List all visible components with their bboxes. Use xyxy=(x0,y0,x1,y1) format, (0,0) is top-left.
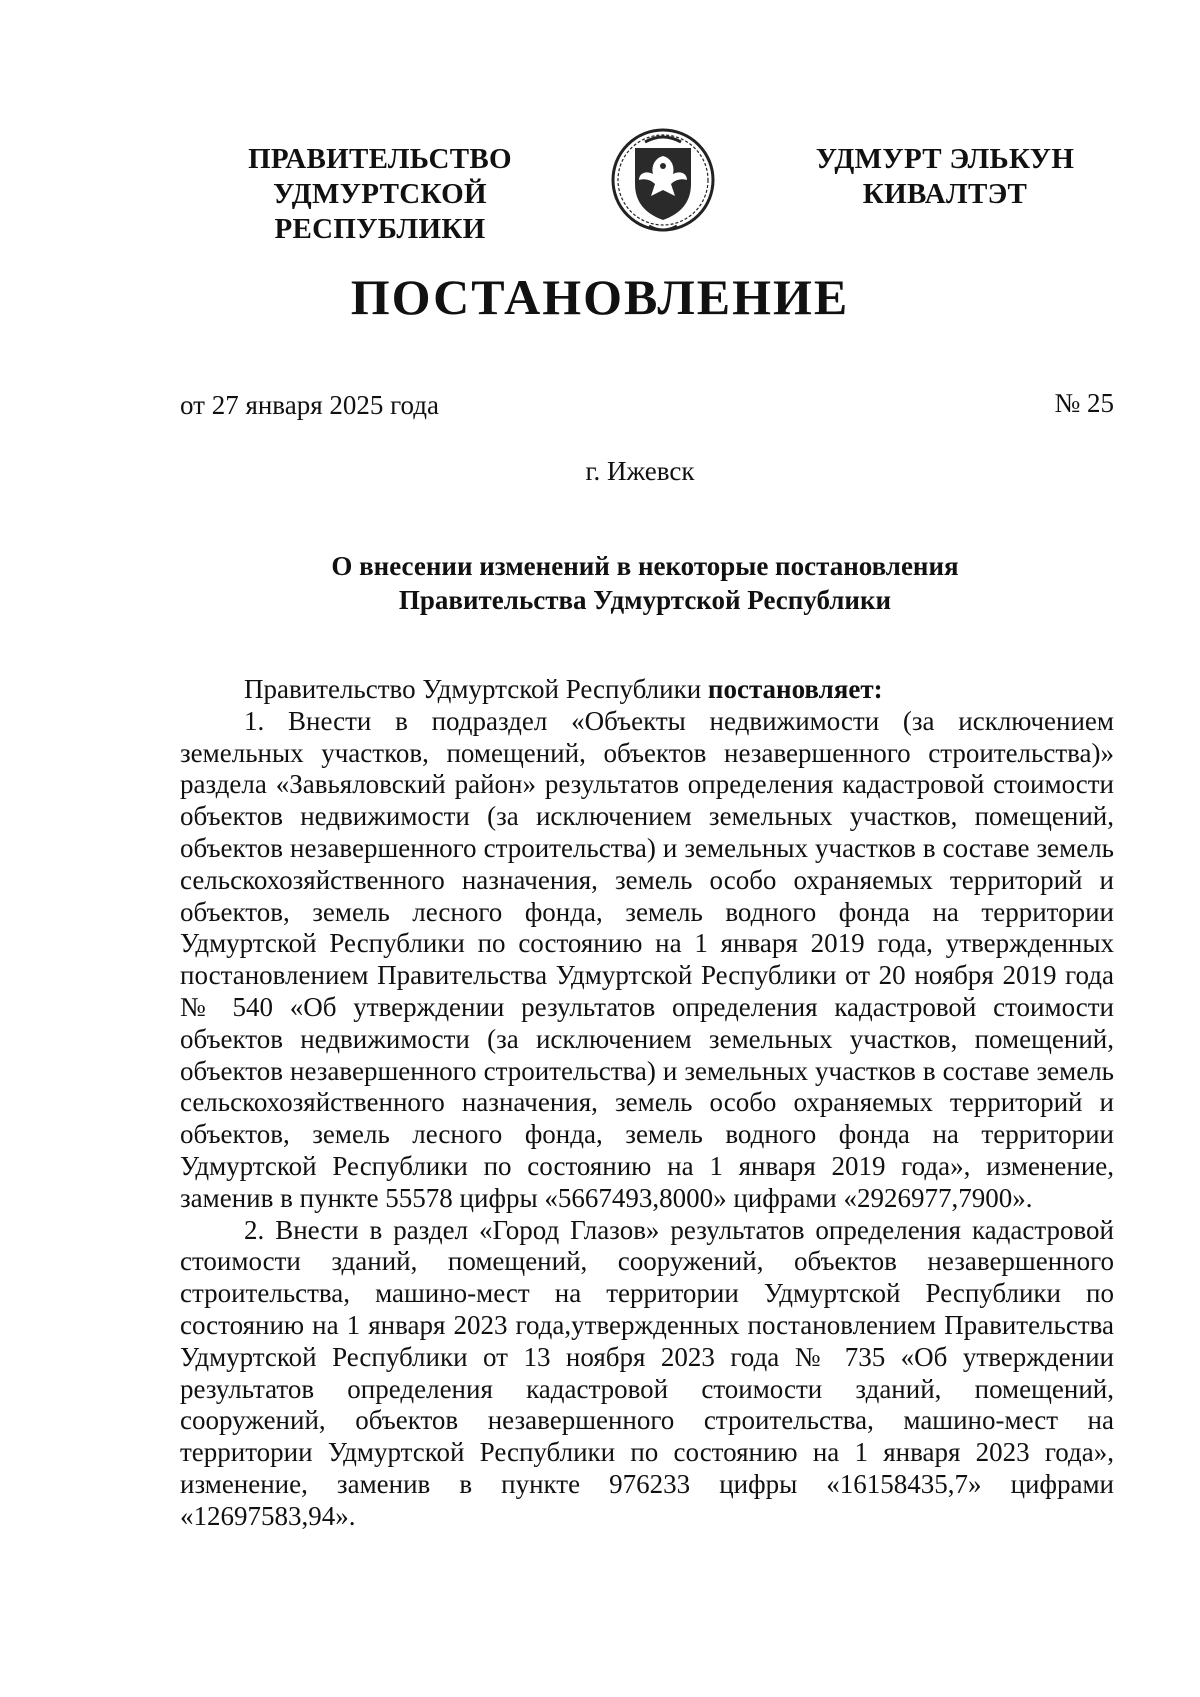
document-body xyxy=(180,674,1114,1533)
document-type-heading: ПОСТАНОВЛЕНИЕ xyxy=(350,269,850,325)
government-name-line-2: УДМУРТСКОЙ РЕСПУБЛИКИ xyxy=(273,178,487,245)
document-date: от 27 января 2025 года xyxy=(180,390,439,420)
document-title xyxy=(180,549,1110,617)
paragraph-2: 2. Внести в раздел «Город Глазов» результатов определения кадастровой стоимости зданий, помещений, сооружений, объектов незавершенного строительства, машино-мест на территории Удмуртской Республики по состоянию на 1 января 2023 года,утвержденных постановлением Правительства Удмуртской Республики от 13 ноября 2023 года № 735 «Об утверждении результатов определения кадастровой стоимости зданий, помещений, сооружений, объектов незавершенного строительства, машино-мест на территории Удмуртской Республики по состоянию на 1 января 2023 года», изменение, заменив в пункте 976233 цифры «16158435,7» цифрами «12697583,94». xyxy=(180,1214,1114,1531)
document-title-line-1: О внесении изменений в некоторые постановления xyxy=(331,551,959,581)
document-number: № 25 xyxy=(1054,388,1114,418)
intro-emphasis: постановляет: xyxy=(707,674,883,704)
government-name-russian xyxy=(168,142,592,247)
government-name-line-1: ПРАВИТЕЛЬСТВО xyxy=(248,143,512,175)
udmurt-coat-of-arms-icon xyxy=(605,122,721,238)
government-name-udmurt xyxy=(780,142,1110,212)
government-name-udmurt-line-1: УДМУРТ ЭЛЬКУН xyxy=(815,143,1075,175)
intro-text: Правительство Удмуртской Республики xyxy=(244,674,708,704)
document-title-line-2: Правительства Удмуртской Республики xyxy=(398,585,892,615)
paragraph-1: 1. Внести в подраздел «Объекты недвижимости (за исключением земельных участков, помещений, объектов незавершенного строительства)» раздела «Завьяловский район» результатов определения кадастровой стоимости объектов недвижимости (за исключением земельных участков, помещений, объектов незавершенного строительства) и земельных участков в составе земель сельскохозяйственного назначения, земель особо охраняемых территорий и объектов, земель лесного фонда, земель водного фонда на территории Удмуртской Республики по состоянию на 1 января 2019 года, утвержденных постановлением Правительства Удмуртской Республики от 20 ноября 2019 года № 540 «Об утверждении результатов определения кадастровой стоимости объектов недвижимости (за исключением земельных участков, помещений, объектов незавершенного строительства) и земельных участков в составе земель сельскохозяйственного назначения, земель особо охраняемых территорий и объектов, земель лесного фонда, земель водного фонда на территории Удмуртской Республики по состоянию на 1 января 2019 года», изменение, заменив в пункте 55578 цифры «5667493,8000» цифрами «2926977,7900». xyxy=(180,705,1114,1213)
document-city: г. Ижевск xyxy=(585,456,695,486)
government-name-udmurt-line-2: КИВАЛТЭТ xyxy=(862,178,1028,210)
intro-paragraph xyxy=(180,674,1114,706)
